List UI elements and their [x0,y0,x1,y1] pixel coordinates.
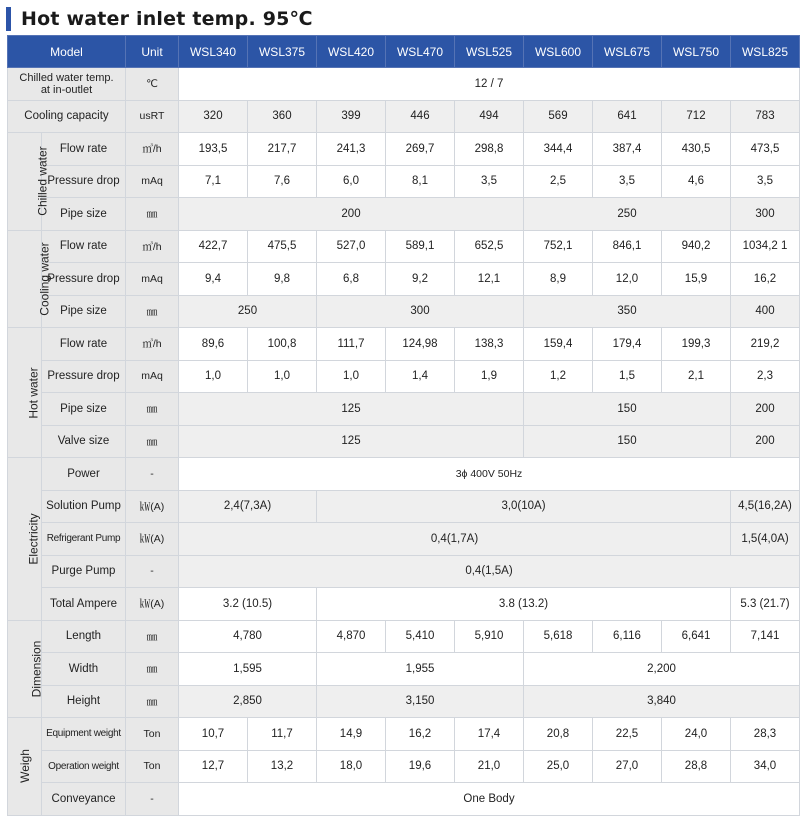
cell-value: 430,5 [662,133,731,166]
cell-value: 13,2 [248,750,317,783]
cell-value: 2,200 [524,653,800,686]
row-unit: ㎾(A) [126,588,179,621]
title-accent-bar [6,7,11,31]
cell-value: 100,8 [248,328,317,361]
row-label: Valve size [42,425,126,458]
model-col: WSL340 [179,36,248,68]
cell-value: 15,9 [662,263,731,296]
row-unit: Ton [126,718,179,751]
cell-value: 1,955 [317,653,524,686]
cell-value: 12,1 [455,263,524,296]
model-col: WSL375 [248,36,317,68]
cell-value: 422,7 [179,230,248,263]
cell-value: 269,7 [386,133,455,166]
row-label: Flow rate [42,328,126,361]
cell-value: 1,595 [179,653,317,686]
cell-value: 111,7 [317,328,386,361]
cell-value: 712 [662,100,731,133]
row-unit: mAq [126,165,179,198]
hot-valve-row [8,425,800,458]
cell-value: 2,850 [179,685,317,718]
cell-value: 3,5 [731,165,800,198]
model-col: WSL470 [386,36,455,68]
cell-value: 6,0 [317,165,386,198]
cell-value: 12,7 [179,750,248,783]
cell-value: 6,116 [593,620,662,653]
cell-value: 125 [179,425,524,458]
purge-pump-row [8,555,800,588]
row-unit: ㎾(A) [126,490,179,523]
row-label: Pipe size [42,198,126,231]
cell-value: 8,1 [386,165,455,198]
cell-value: 1,0 [317,360,386,393]
cell-value: 14,9 [317,718,386,751]
row-unit: ㎾(A) [126,523,179,556]
cell-value: 350 [524,295,731,328]
row-unit: usRT [126,100,179,133]
chilled-temp-row [8,68,800,101]
cell-value: 298,8 [455,133,524,166]
cell-value: 24,0 [662,718,731,751]
cell-value: 138,3 [455,328,524,361]
cell-value: 473,5 [731,133,800,166]
cell-value: 9,4 [179,263,248,296]
row-unit: ㎥/h [126,328,179,361]
cell-value: 28,8 [662,750,731,783]
cell-value: 360 [248,100,317,133]
spec-table [7,35,800,816]
cell-value: 5,910 [455,620,524,653]
header-row [8,36,800,68]
row-label: Equipment weight [42,718,126,751]
cell-value: 125 [179,393,524,426]
cell-value: 387,4 [593,133,662,166]
row-unit: Ton [126,750,179,783]
hot-pressure-row [8,360,800,393]
row-unit: - [126,783,179,816]
row-label: Length [42,620,126,653]
model-col: WSL420 [317,36,386,68]
row-label: Width [42,653,126,686]
cell-value: 652,5 [455,230,524,263]
page-header [6,4,313,34]
cell-value: 10,7 [179,718,248,751]
cell-value: 199,3 [662,328,731,361]
cell-value: 1,2 [524,360,593,393]
row-label: Operation weight [42,750,126,783]
model-col: WSL525 [455,36,524,68]
cell-value: 6,8 [317,263,386,296]
cell-value: 28,3 [731,718,800,751]
row-unit: - [126,458,179,491]
cell-value: 641 [593,100,662,133]
power-row [8,458,800,491]
row-unit: ㎜ [126,393,179,426]
cell-value: 179,4 [593,328,662,361]
cell-value: 19,6 [386,750,455,783]
cell-value: 2,5 [524,165,593,198]
hot-pipe-row [8,393,800,426]
cell-value: 11,7 [248,718,317,751]
cell-value: 150 [524,393,731,426]
cell-value: 12 / 7 [179,68,800,101]
cell-value: 250 [179,295,317,328]
row-label: Refrigerant Pump [42,523,126,556]
row-label: Chilled water temp. at in-outlet [8,68,126,101]
cell-value: 25,0 [524,750,593,783]
cell-value: 320 [179,100,248,133]
row-label: Pressure drop [42,360,126,393]
cell-value: 17,4 [455,718,524,751]
cell-value: 3,150 [317,685,524,718]
page-title: Hot water inlet temp. 95℃ [21,8,313,30]
cell-value: 2,4(7,3A) [179,490,317,523]
row-unit: ℃ [126,68,179,101]
row-label: Purge Pump [42,555,126,588]
cell-value: 250 [524,198,731,231]
unit-header: Unit [126,36,179,68]
row-unit: ㎜ [126,295,179,328]
cell-value: 399 [317,100,386,133]
conveyance-row [8,783,800,816]
cell-value: 34,0 [731,750,800,783]
cell-value: 200 [731,425,800,458]
cell-value: 589,1 [386,230,455,263]
cell-value: 1,9 [455,360,524,393]
cell-value: 8,9 [524,263,593,296]
row-label: Height [42,685,126,718]
cell-value: 0,4(1,7A) [179,523,731,556]
cell-value: 569 [524,100,593,133]
row-label: Pressure drop [42,165,126,198]
cell-value: 3,840 [524,685,800,718]
cell-value: 4,6 [662,165,731,198]
cell-value: 159,4 [524,328,593,361]
cell-value: 200 [179,198,524,231]
row-label: Power [42,458,126,491]
operation-weight-row [8,750,800,783]
model-col: WSL750 [662,36,731,68]
cell-value: 6,641 [662,620,731,653]
cell-value: 494 [455,100,524,133]
model-col: WSL600 [524,36,593,68]
hot-flow-row [8,328,800,361]
cell-value: 3.8 (13.2) [317,588,731,621]
cooling-flow-row [8,230,800,263]
cell-value: 12,0 [593,263,662,296]
cell-value: 4,870 [317,620,386,653]
row-label: Pressure drop [42,263,126,296]
cell-value: 200 [731,393,800,426]
cell-value: 18,0 [317,750,386,783]
model-col: WSL675 [593,36,662,68]
cell-value: 193,5 [179,133,248,166]
row-unit: ㎥/h [126,230,179,263]
cell-value: 7,1 [179,165,248,198]
cell-value: 5.3 (21.7) [731,588,800,621]
cell-value: 783 [731,100,800,133]
cooling-pipe-row [8,295,800,328]
row-unit: ㎜ [126,198,179,231]
cell-value: 7,141 [731,620,800,653]
row-label: Cooling capacity [8,100,126,133]
group-dimension: Dimension [8,620,42,718]
cell-value: 2,3 [731,360,800,393]
row-label: Pipe size [42,393,126,426]
cell-value: 5,618 [524,620,593,653]
row-label: Flow rate [42,133,126,166]
row-unit: ㎜ [126,425,179,458]
cell-value: 1,5(4,0A) [731,523,800,556]
cell-value: 940,2 [662,230,731,263]
chilled-pipe-row [8,198,800,231]
cell-value: 752,1 [524,230,593,263]
cell-value: 124,98 [386,328,455,361]
cell-value: 21,0 [455,750,524,783]
row-unit: mAq [126,360,179,393]
row-unit: - [126,555,179,588]
row-unit: ㎜ [126,620,179,653]
cell-value: 344,4 [524,133,593,166]
height-row [8,685,800,718]
cell-value: 1,5 [593,360,662,393]
cell-value: 300 [317,295,524,328]
cell-value: 4,780 [179,620,317,653]
cell-value: 219,2 [731,328,800,361]
chilled-flow-row [8,133,800,166]
cell-value: 846,1 [593,230,662,263]
cell-value: 22,5 [593,718,662,751]
group-cooling-water: Cooling water [8,230,42,328]
cell-value: 4,5(16,2A) [731,490,800,523]
cell-value: 1,0 [179,360,248,393]
total-ampere-row [8,588,800,621]
row-unit: ㎥/h [126,133,179,166]
width-row [8,653,800,686]
cell-value: 1,4 [386,360,455,393]
cell-value: 300 [731,198,800,231]
cell-value: 150 [524,425,731,458]
length-row [8,620,800,653]
refrigerant-pump-row [8,523,800,556]
cooling-pressure-row [8,263,800,296]
equipment-weight-row [8,718,800,751]
cell-value: 0,4(1,5A) [179,555,800,588]
cell-value: 527,0 [317,230,386,263]
cell-value: 1,0 [248,360,317,393]
row-unit: ㎜ [126,685,179,718]
row-label: Pipe size [42,295,126,328]
group-weigh: Weigh [8,718,42,816]
cell-value: 446 [386,100,455,133]
row-label: Conveyance [42,783,126,816]
cell-value: 241,3 [317,133,386,166]
cell-value: 20,8 [524,718,593,751]
cell-value: One Body [179,783,800,816]
cell-value: 89,6 [179,328,248,361]
cell-value: 3.2 (10.5) [179,588,317,621]
solution-pump-row [8,490,800,523]
cell-value: 9,8 [248,263,317,296]
chilled-pressure-row [8,165,800,198]
row-label: Total Ampere [42,588,126,621]
cell-value: 5,410 [386,620,455,653]
cell-value: 2,1 [662,360,731,393]
cell-value: 3,5 [455,165,524,198]
cell-value: 400 [731,295,800,328]
group-chilled-water: Chilled water [8,133,42,231]
group-hot-water: Hot water [8,328,42,458]
model-col: WSL825 [731,36,800,68]
cooling-capacity-row [8,100,800,133]
cell-value: 3,5 [593,165,662,198]
row-unit: mAq [126,263,179,296]
cell-value: 9,2 [386,263,455,296]
cell-value: 3ϕ 400V 50Hz [179,458,800,491]
cell-value: 1034,2 1 [731,230,800,263]
cell-value: 7,6 [248,165,317,198]
cell-value: 16,2 [731,263,800,296]
cell-value: 217,7 [248,133,317,166]
model-header: Model [8,36,126,68]
row-label: Solution Pump [42,490,126,523]
group-electricity: Electricity [8,458,42,621]
row-unit: ㎜ [126,653,179,686]
cell-value: 475,5 [248,230,317,263]
cell-value: 16,2 [386,718,455,751]
row-label: Flow rate [42,230,126,263]
cell-value: 27,0 [593,750,662,783]
cell-value: 3,0(10A) [317,490,731,523]
